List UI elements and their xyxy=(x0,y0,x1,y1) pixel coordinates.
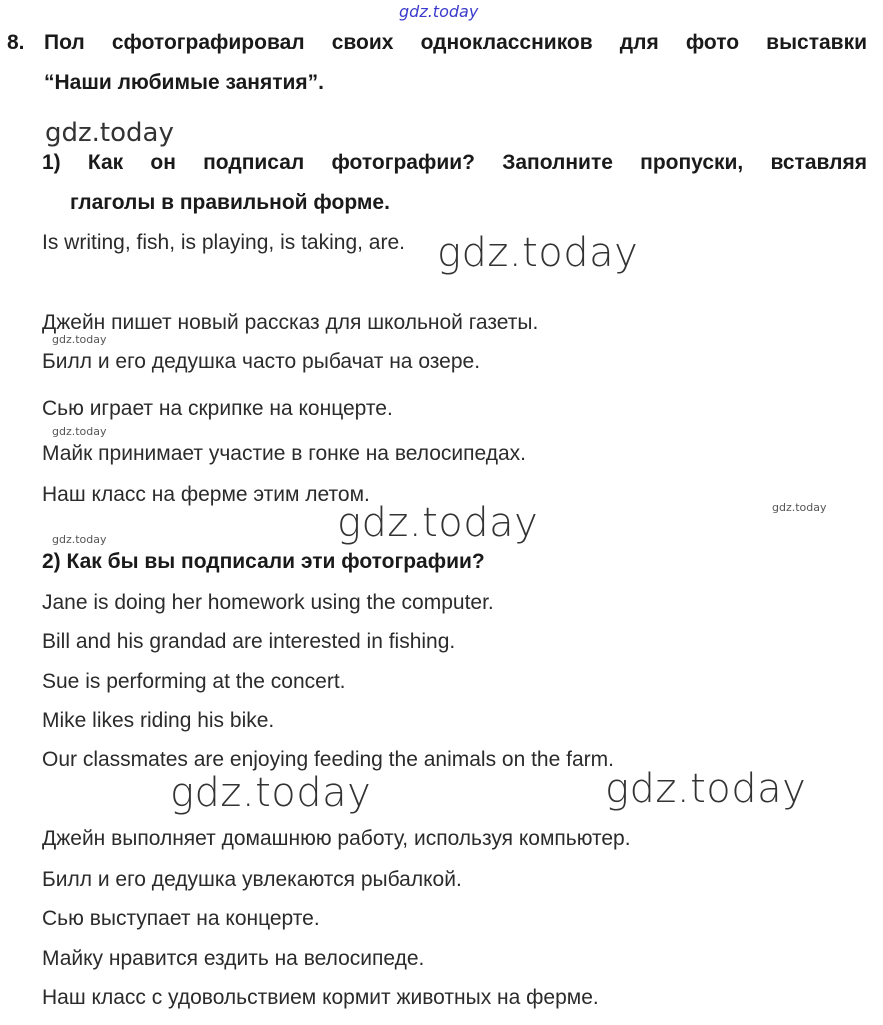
part1-answer: Сью играет на скрипке на концерте. xyxy=(42,397,393,420)
task-number: 8. xyxy=(7,31,25,54)
watermark: gdz.today xyxy=(605,766,807,812)
part1-verb-list: Is writing, fish, is playing, is taking, are. xyxy=(42,231,405,254)
part2-answer-ru: Билл и его дедушка увлекаются рыбалкой. xyxy=(42,868,462,891)
part2-answer-ru: Джейн выполняет домашнюю работу, используя компьютер. xyxy=(42,827,631,850)
part2-question: 2) Как бы вы подписали эти фотографии? xyxy=(42,550,485,573)
task-heading-line2: “Наши любимые занятия”. xyxy=(44,71,325,94)
watermark: gdz.today xyxy=(52,333,107,346)
part2-answer-ru: Сью выступает на концерте. xyxy=(42,907,320,930)
watermark: gdz.today xyxy=(52,425,107,438)
part2-answer-en: Our classmates are enjoying feeding the animals on the farm. xyxy=(42,748,614,771)
part2-answer-ru: Наш класс с удовольствием кормит животных на ферме. xyxy=(42,986,599,1009)
part1-answer: Майк принимает участие в гонке на велосипедах. xyxy=(42,442,526,465)
watermark: gdz.today xyxy=(337,500,539,546)
watermark-top: gdz.today xyxy=(399,2,479,21)
watermark: gdz.today xyxy=(45,118,174,148)
part1-answer: Билл и его дедушка часто рыбачат на озере. xyxy=(42,350,481,373)
part1-question-line2: глаголы в правильной форме. xyxy=(70,191,390,214)
part2-answer-en: Jane is doing her homework using the computer. xyxy=(42,591,494,614)
part1-answer: Джейн пишет новый рассказ для школьной газеты. xyxy=(42,311,539,334)
part2-answer-en: Sue is performing at the concert. xyxy=(42,670,346,693)
part1-question-line1: 1) Как он подписал фотографии? Заполните пропуски, вставляя xyxy=(42,151,867,174)
part1-answer: Наш класс на ферме этим летом. xyxy=(42,483,370,506)
watermark: gdz.today xyxy=(772,501,827,514)
part2-answer-en: Mike likes riding his bike. xyxy=(42,709,275,732)
part2-answer-ru: Майку нравится ездить на велосипеде. xyxy=(42,947,425,970)
watermark: gdz.today xyxy=(170,770,372,816)
part2-answer-en: Bill and his grandad are interested in fishing. xyxy=(42,630,456,653)
task-heading-line1: Пол сфотографировал своих одноклассников для фото выставки xyxy=(44,31,867,54)
watermark: gdz.today xyxy=(52,533,107,546)
watermark: gdz.today xyxy=(437,230,639,276)
